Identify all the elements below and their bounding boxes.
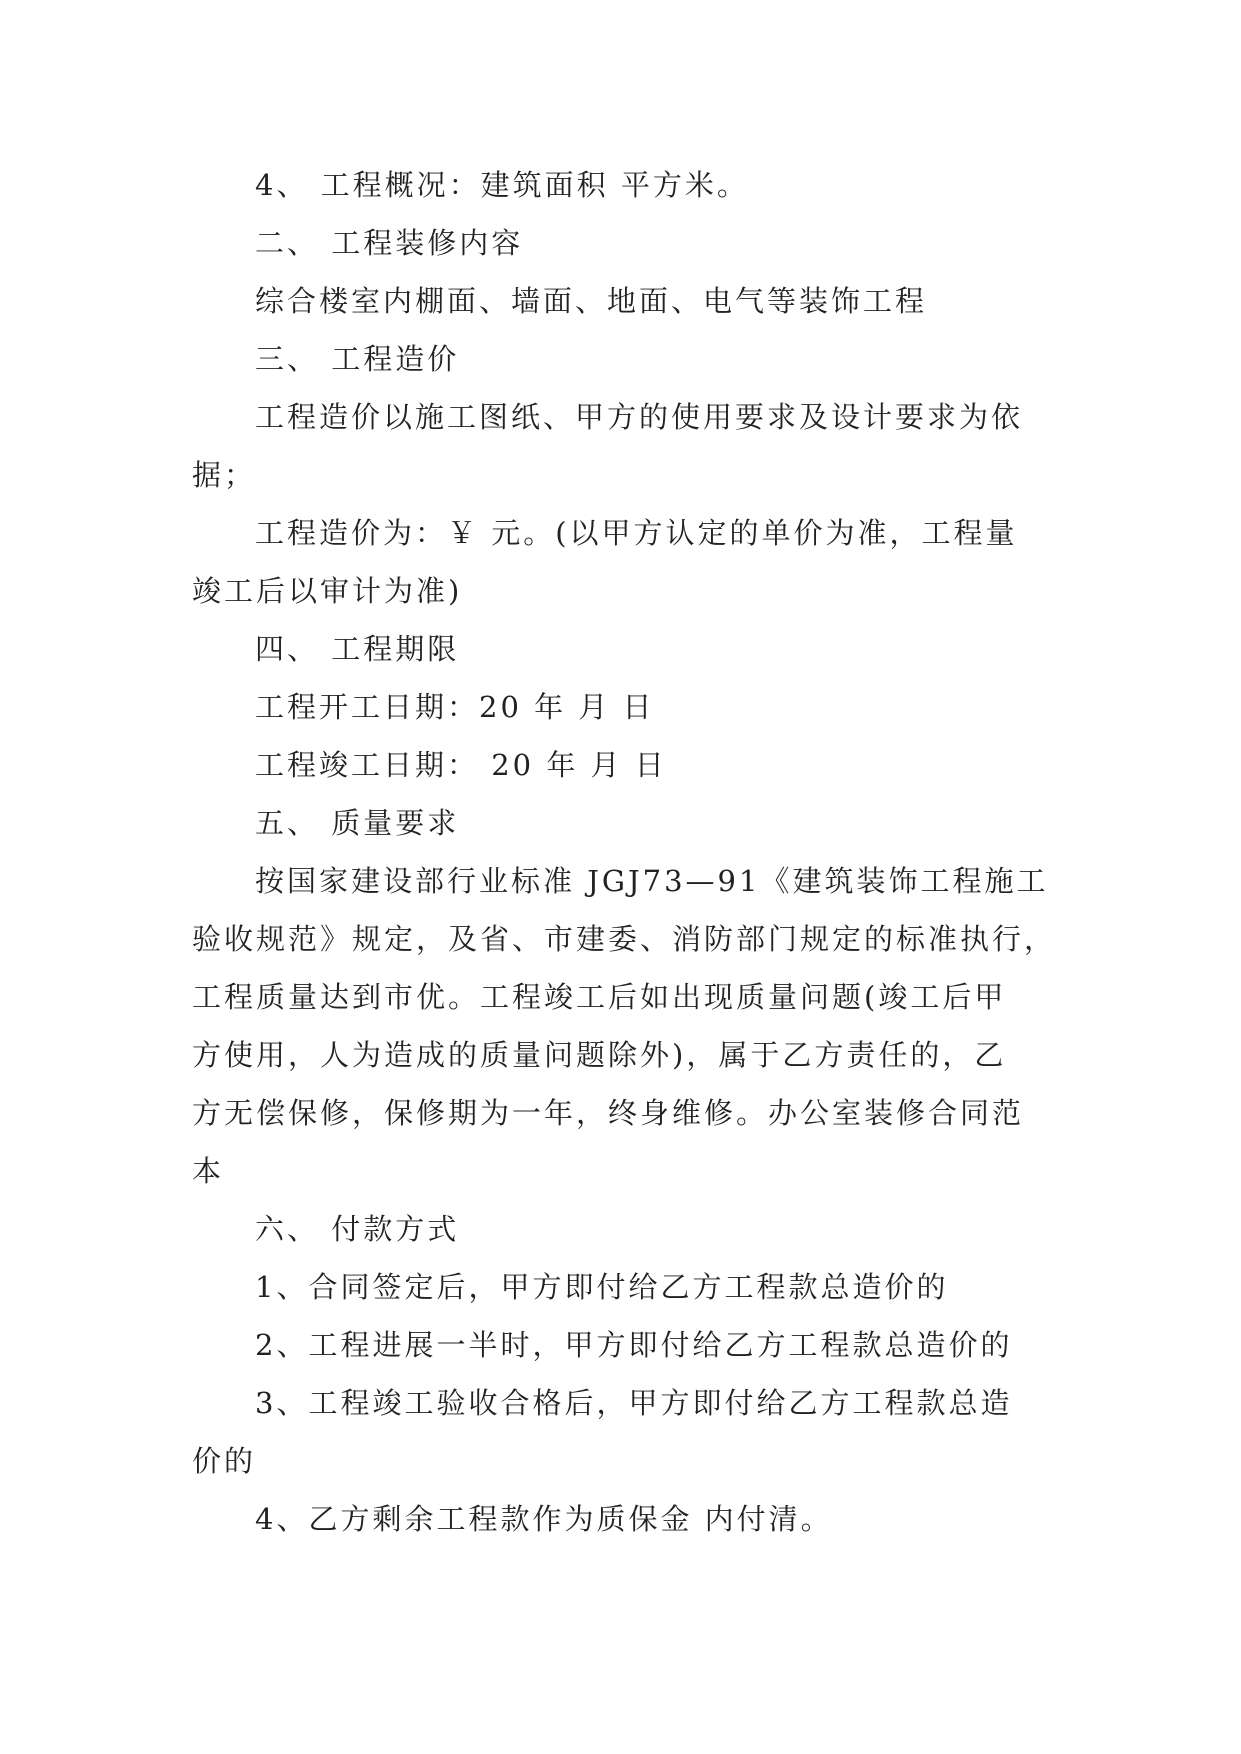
text-line-cost-amount-cont: 竣工后以审计为准) xyxy=(192,574,463,608)
section-heading-payment: 六、 付款方式 xyxy=(255,1212,460,1246)
section-heading-content: 二、 工程装修内容 xyxy=(255,226,524,260)
text-line-quality: 方无偿保修，保修期为一年，终身维修。办公室装修合同范 xyxy=(192,1096,1025,1130)
text-line-cost-basis-cont: 据； xyxy=(192,458,257,492)
text-line-start-date: 工程开工日期：20 年 月 日 xyxy=(255,690,655,724)
text-line-quality: 工程质量达到市优。工程竣工后如出现质量问题(竣工后甲 xyxy=(192,980,1007,1014)
text-line-payment-3: 3、工程竣工验收合格后，甲方即付给乙方工程款总造 xyxy=(255,1386,1013,1420)
text-line-payment-3-cont: 价的 xyxy=(192,1444,257,1478)
text-line-payment-2: 2、工程进展一半时，甲方即付给乙方工程款总造价的 xyxy=(255,1328,1013,1362)
section-heading-period: 四、 工程期限 xyxy=(255,632,460,666)
text-line-area: 4、 工程概况：建筑面积 平方米。 xyxy=(255,168,749,202)
text-line-quality: 本 xyxy=(192,1154,225,1188)
text-line-end-date: 工程竣工日期： 20 年 月 日 xyxy=(255,748,667,782)
text-line-quality: 方使用，人为造成的质量问题除外)，属于乙方责任的，乙 xyxy=(192,1038,1007,1072)
text-line-content: 综合楼室内棚面、墙面、地面、电气等装饰工程 xyxy=(255,284,928,318)
text-line-cost-amount: 工程造价为：￥ 元。(以甲方认定的单价为准，工程量 xyxy=(255,516,1018,550)
text-line-quality: 按国家建设部行业标准 JGJ73—91《建筑装饰工程施工 xyxy=(255,864,1049,898)
text-line-payment-4: 4、乙方剩余工程款作为质保金 内付清。 xyxy=(255,1502,833,1536)
section-heading-cost: 三、 工程造价 xyxy=(255,342,460,376)
text-line-cost-basis: 工程造价以施工图纸、甲方的使用要求及设计要求为依 xyxy=(255,400,1024,434)
text-line-payment-1: 1、合同签定后，甲方即付给乙方工程款总造价的 xyxy=(255,1270,949,1304)
section-heading-quality: 五、 质量要求 xyxy=(255,806,460,840)
text-line-quality: 验收规范》规定，及省、市建委、消防部门规定的标准执行， xyxy=(192,922,1057,956)
